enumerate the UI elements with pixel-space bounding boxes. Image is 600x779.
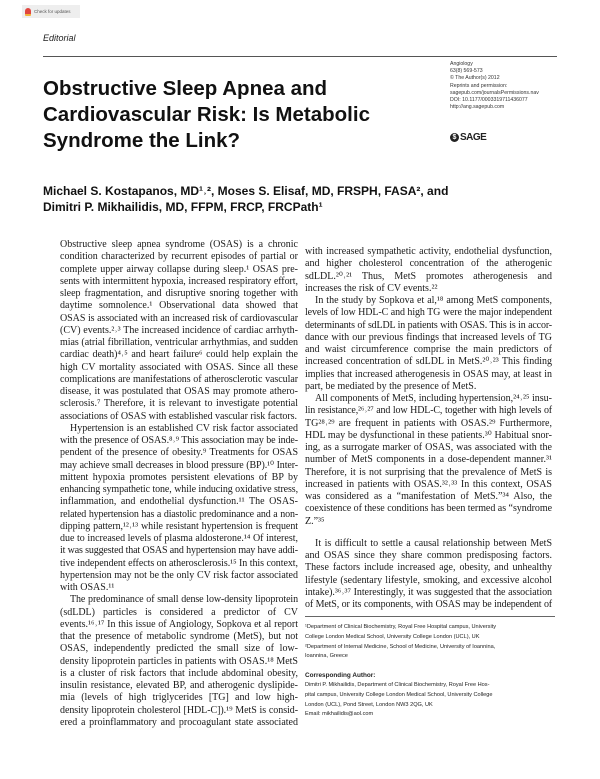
corresponding-author-heading: Corresponding Author:: [305, 672, 376, 680]
text-line: enhancing sympathetic tone, while inducing oxidative stress,: [60, 484, 298, 495]
text-line: dance with our previous findings that increased levels of TG: [305, 331, 552, 343]
text-line: due to increased levels of plasma aldosterone.¹⁴ Of interest,: [60, 533, 298, 544]
article-title: [43, 76, 403, 154]
reprints-label: Reprints and permission:: [450, 82, 508, 89]
check-for-updates-badge[interactable]: [22, 5, 80, 18]
affiliation-line: ²Department of Internal Medicine, School of Medicine, University of Ioannina,: [305, 643, 496, 650]
text-line: mia (levels of high triglycerides [TG] and low high-: [60, 692, 298, 704]
journal-meta: [450, 61, 539, 111]
text-line: sclerosis.⁷ Therefore, it is relevant to investigate potential: [60, 398, 298, 410]
text-line: and OSAS since they share common predisposing factors.: [305, 550, 552, 561]
text-line: ing, as a surrogate marker of OSAS, was associated with the: [305, 442, 552, 453]
title-line: Cardiovascular Risk: Is Metabolic: [43, 103, 370, 126]
text-line: It is difficult to settle a causal relationship between MetS: [315, 537, 552, 549]
article-type: Editorial: [43, 33, 76, 43]
text-line: implies that increased atherogenesis in OSAS may, at least in: [305, 368, 552, 380]
text-line: was considered as a “manifestation of MetS.”³⁴ Also, the: [305, 491, 552, 502]
text-line: coexistence of these conditions has been termed as “syndrome: [305, 503, 552, 515]
text-line: In the study by Sopkova et al,¹⁸ among MetS components,: [315, 295, 552, 306]
text-line: mittent hypoxia promotes persistent elevations of BP by: [60, 471, 298, 483]
text-line: that the presence of metabolic syndrome (MetS), but not: [60, 631, 298, 642]
text-line: and higher cholesterol concentration of the atherogenic: [305, 258, 552, 270]
authors-line: Michael S. Kostapanos, MD¹˒², Moses S. Elisaf, MD, FRSPH, FASA², and: [43, 184, 449, 198]
corresponding-line: Dimitri P. Mikhailidis, Department of Clinical Biochemistry, Royal Free Hos-: [305, 681, 490, 688]
text-line: All components of MetS, including hypertension,²⁴˒²⁵ insu-: [315, 393, 552, 404]
text-line: determinants of sdLDL in patients with OSAS. This is in accor-: [305, 319, 552, 331]
text-line: condition characterized by recurrent episodes of partial or: [60, 251, 298, 263]
text-line: (CV) events.²˒³ The increased incidence of cardiac arrhyth-: [60, 324, 298, 336]
text-line: intake).³⁶˒³⁷ Interestingly, it was suggested that the association: [305, 586, 552, 598]
text-line: OSAS, independently predicted the small size of low-: [60, 643, 298, 655]
text-line: sdLDL.²⁰˒²¹ Thus, MetS promotes atherogenesis and: [305, 270, 552, 282]
sage-logo-icon: $: [450, 133, 459, 142]
text-line: Hypertension is an established CV risk factor associated: [70, 422, 298, 434]
doi[interactable]: DOI: 10.1177/0003319711436077: [450, 97, 528, 104]
paragraph-gap: [305, 528, 552, 538]
volume-pages: 63(8) 569-573: [450, 68, 483, 75]
text-line: increased in patients with OSAS.³²˒³³ In this context, OSAS: [305, 478, 552, 490]
affiliation-line: ¹Department of Clinical Biochemistry, Royal Free Hospital campus, University: [305, 624, 497, 630]
text-line: density lipoprotein cholesterol [HDL-C]).¹⁹ MetS is consid-: [60, 704, 298, 716]
header-divider: [43, 56, 557, 57]
journal-url[interactable]: http://ang.sagepub.com: [450, 104, 505, 111]
title-line: Obstructive Sleep Apnea and: [43, 77, 328, 100]
corresponding-line: London (UCL), Pond Street, London NW3 2QG, UK: [305, 701, 433, 708]
text-line: cardiac death)⁴˒⁵ and heart failure⁶ could help explain the: [60, 349, 298, 361]
text-line: Obstructive sleep apnea syndrome (OSAS) is a chronic: [60, 239, 298, 250]
text-line: high CV mortality associated with OSAS. Since all these: [60, 361, 298, 373]
journal-name: Angiology: [450, 61, 473, 67]
text-line: lin resistance,²⁶˒²⁷ and low HDL-C, together with high levels of: [305, 405, 552, 417]
paragraph: [60, 239, 298, 423]
text-line: mias (atrial fibrillation, ventricular arrhythmias, and sudden: [60, 337, 298, 348]
paragraph: [60, 423, 298, 595]
text-line: density lipoprotein particles in patients with OSAS.¹⁸ MetS: [60, 655, 298, 667]
copyright: © The Author(s) 2012: [450, 75, 500, 82]
text-line: it was suggested that OSAS and hypertension may have addi-: [60, 545, 298, 557]
text-line: of MetS, or its components, with OSAS may be independent of: [305, 599, 552, 610]
left-column: [60, 239, 298, 729]
footnote-divider: [305, 616, 555, 617]
text-line: HDL may be dysfunctional in these patients.³⁰ Habitual snor-: [305, 429, 552, 441]
text-line: with increased sympathetic activity, endothelial dysfunction,: [305, 246, 552, 257]
text-line: number of MetS components in a dose-dependent manner.³¹: [305, 454, 552, 466]
corresponding-email[interactable]: Email: mikhailidis@aol.com: [305, 711, 374, 718]
text-line: pendent of the presence of obesity.⁹ Treatments for OSAS: [60, 447, 298, 459]
text-line: related hypertension has a diastolic predominance and a non-: [60, 508, 298, 520]
text-line: inflammation, and endothelial dysfunction.¹¹ The OSAS-: [60, 496, 298, 508]
text-line: These factors include increased age, obesity, and unhealthy: [305, 562, 552, 574]
paragraph: [305, 538, 552, 612]
text-line: Therefore, it is not surprising that the prevalence of MetS is: [305, 466, 552, 478]
text-line: daytime somnolence.¹ Observational data showed that: [60, 300, 298, 312]
paragraph: [305, 393, 552, 528]
text-line: insulin resistance, elevated BP, and atherogenic dyslipide-: [60, 680, 298, 691]
footnotes: [305, 623, 557, 720]
text-line: Z.”³⁵: [305, 515, 325, 527]
right-column: [305, 246, 552, 611]
text-line: and waist circumference comprise the main predictors of: [305, 344, 552, 355]
text-line: levels of low HDL-C and high TG were the major independent: [305, 307, 552, 319]
text-line: tive independent effects on atherosclerosis.¹⁵ In this context,: [60, 557, 298, 569]
paragraph: [60, 594, 298, 729]
text-line: is a cluster of risk factors that include abdominal obesity,: [60, 667, 298, 679]
affiliation-line: College London Medical School, University College London (UCL), UK: [305, 633, 480, 640]
text-line: lifestyle (sedentary lifestyle, smoking, and excessive alcohol: [305, 574, 552, 586]
text-line: (sdLDL) particles is considered a predictor of CV: [60, 606, 298, 618]
text-line: associations of OSAS with established vascular risk factors.: [60, 410, 297, 422]
text-line: sents with intermittent hypoxia, increased respiratory effort,: [60, 275, 298, 287]
title-line: Syndrome the Link?: [43, 129, 241, 152]
text-line: hypertension may not be the only CV risk factor associated: [60, 569, 298, 581]
paragraph: [305, 295, 552, 393]
text-line: part, be mediated by the presence of MetS.: [305, 380, 477, 392]
text-line: dipping pattern,¹²˒¹³ while resistant hypertension is frequent: [60, 520, 298, 532]
authors-line: Dimitri P. Mikhailidis, MD, FFPM, FRCP, FRCPath¹: [43, 200, 323, 214]
text-line: ered a proinflammatory and procoagulant state associated: [60, 716, 298, 728]
text-line: OSAS is associated with an increased risk of cardiovascular: [60, 312, 298, 324]
text-line: complete upper airway collapse during sleep.¹ OSAS pre-: [60, 263, 298, 275]
permissions-link[interactable]: sagepub.com/journalsPermissions.nav: [450, 89, 539, 96]
text-line: disease, it was postulated that OSAS may promote athero-: [60, 386, 298, 397]
text-line: events.¹⁶˒¹⁷ In this issue of Angiology, Sopkova et al report: [60, 618, 298, 630]
check-for-updates-label: Check for updates: [34, 9, 71, 14]
sage-logo: [450, 132, 486, 143]
text-line: complications are manifestations of atherosclerotic vascular: [60, 373, 298, 385]
text-line: The predominance of small dense low-density lipoprotein: [70, 594, 298, 606]
text-line: TG²⁸˒²⁹ are frequent in patients with OSAS.²⁹ Furthermore,: [305, 417, 552, 429]
text-line: may achieve small decreases in blood pressure (BP).¹⁰ Inter-: [60, 459, 298, 471]
text-line: sleep fragmentation, and disruptive snoring together with: [60, 288, 298, 299]
paragraph: [305, 246, 552, 295]
text-line: increases the risk of CV events.²²: [305, 282, 438, 294]
corresponding-line: pital campus, University College London Medical School, University College: [305, 691, 493, 698]
author-list: [43, 183, 448, 215]
text-line: with OSAS.¹¹: [60, 582, 115, 593]
bookmark-icon: [25, 8, 31, 16]
publisher-name: SAGE: [460, 132, 487, 143]
text-line: with the presence of OSAS.⁸˒⁹ This association may be inde-: [60, 435, 298, 446]
affiliation-line: Ioannina, Greece: [305, 653, 348, 660]
text-line: increased concentration of sdLDL in MetS.²⁰˒²³ This finding: [305, 356, 552, 368]
